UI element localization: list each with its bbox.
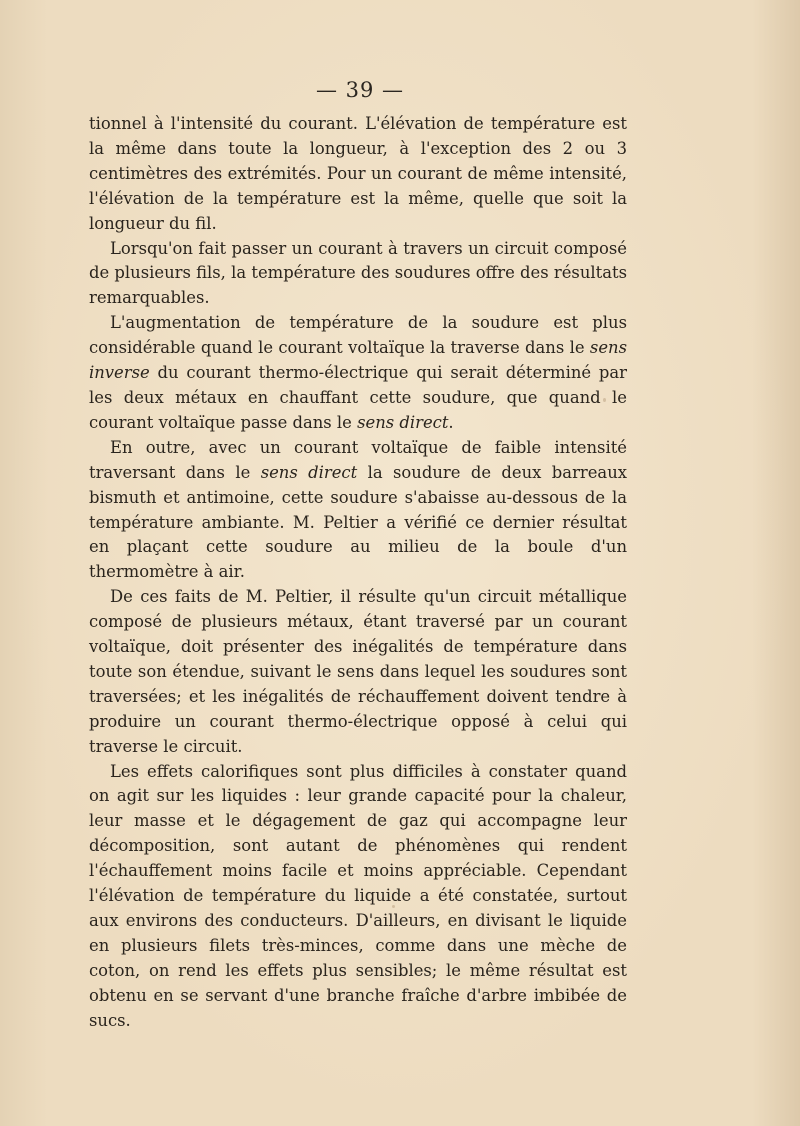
paper-speck [392,905,395,908]
italic-text: sens direct [357,412,449,432]
text-run: Les effets calorifiques sont plus difficiles à constater quand on agit sur les liquides : leur grande capacité pour la chaleur, leur masse et le dégagement de gaz qui accompagne leur décomposition, sont autant de phénomènes qui rendent l'échauffement moins facile et moins appréciable. Cependant l'élévation de température du liquide a été constatée, surtout aux environs des conducteurs. D'ailleurs, en divisant le liquide en plusieurs filets très-minces, comme dans une mèche de coton, on rend les effets plus sensibles; le même résultat est obtenu en se servant d'une branche fraîche d'arbre imbibée de sucs. [89,761,627,1030]
page-number: — 39 — [315,78,405,102]
paragraph [89,112,627,237]
body-text [89,112,627,1034]
text-run: De ces faits de M. Peltier, il résulte qu'un circuit métallique composé de plusieurs métaux, étant traversé par un courant voltaïque, doit présenter des inégalités de température dans toute son étendue, suivant le sens dans lequel les soudures sont traversées; et les inégalités de réchauffement doivent tendre à produire un courant thermo-électrique opposé à celui qui traverse le circuit. [89,587,627,756]
paragraph [89,237,627,312]
italic-text: sens direct [260,462,358,482]
text-run: la soudure de deux barreaux bismuth et antimoine, cette soudure s'abaisse au-dessous de la température ambiante. M. Peltier a vérifié ce dernier résultat en plaçant cette soudure au milieu de la boule d'un thermomètre à air. [89,462,628,582]
paragraph [89,311,627,436]
text-run: tionnel à l'intensité du courant. L'élévation de température est la même dans toute la longueur, à l'exception des 2 ou 3 centimètres des extrémités. Pour un courant de même intensité, l'élévation de la température est la même, quelle que soit la longueur du fil. [89,114,627,233]
paper-speck [603,398,606,402]
paper-speck [485,268,489,273]
paragraph [89,585,627,759]
text-run: Lorsqu'on fait passer un courant à travers un circuit composé de plusieurs fils, la température des soudures offre des résultats remarquables. [89,238,627,308]
text-run: En outre, avec un courant voltaïque de faible intensité traversant dans le [89,437,627,482]
text-run: du courant thermo-électrique qui serait déterminé par les deux métaux en chauffant cette soudure, que quand le courant voltaïque passe dans le [89,363,627,432]
paragraph [89,760,627,1034]
text-run: L'augmentation de température de la soudure est plus considérable quand le courant voltaïque la traverse dans le [89,313,627,358]
paragraph [89,436,627,585]
italic-text: sens inverse [89,338,627,383]
text-run: . [448,412,454,432]
